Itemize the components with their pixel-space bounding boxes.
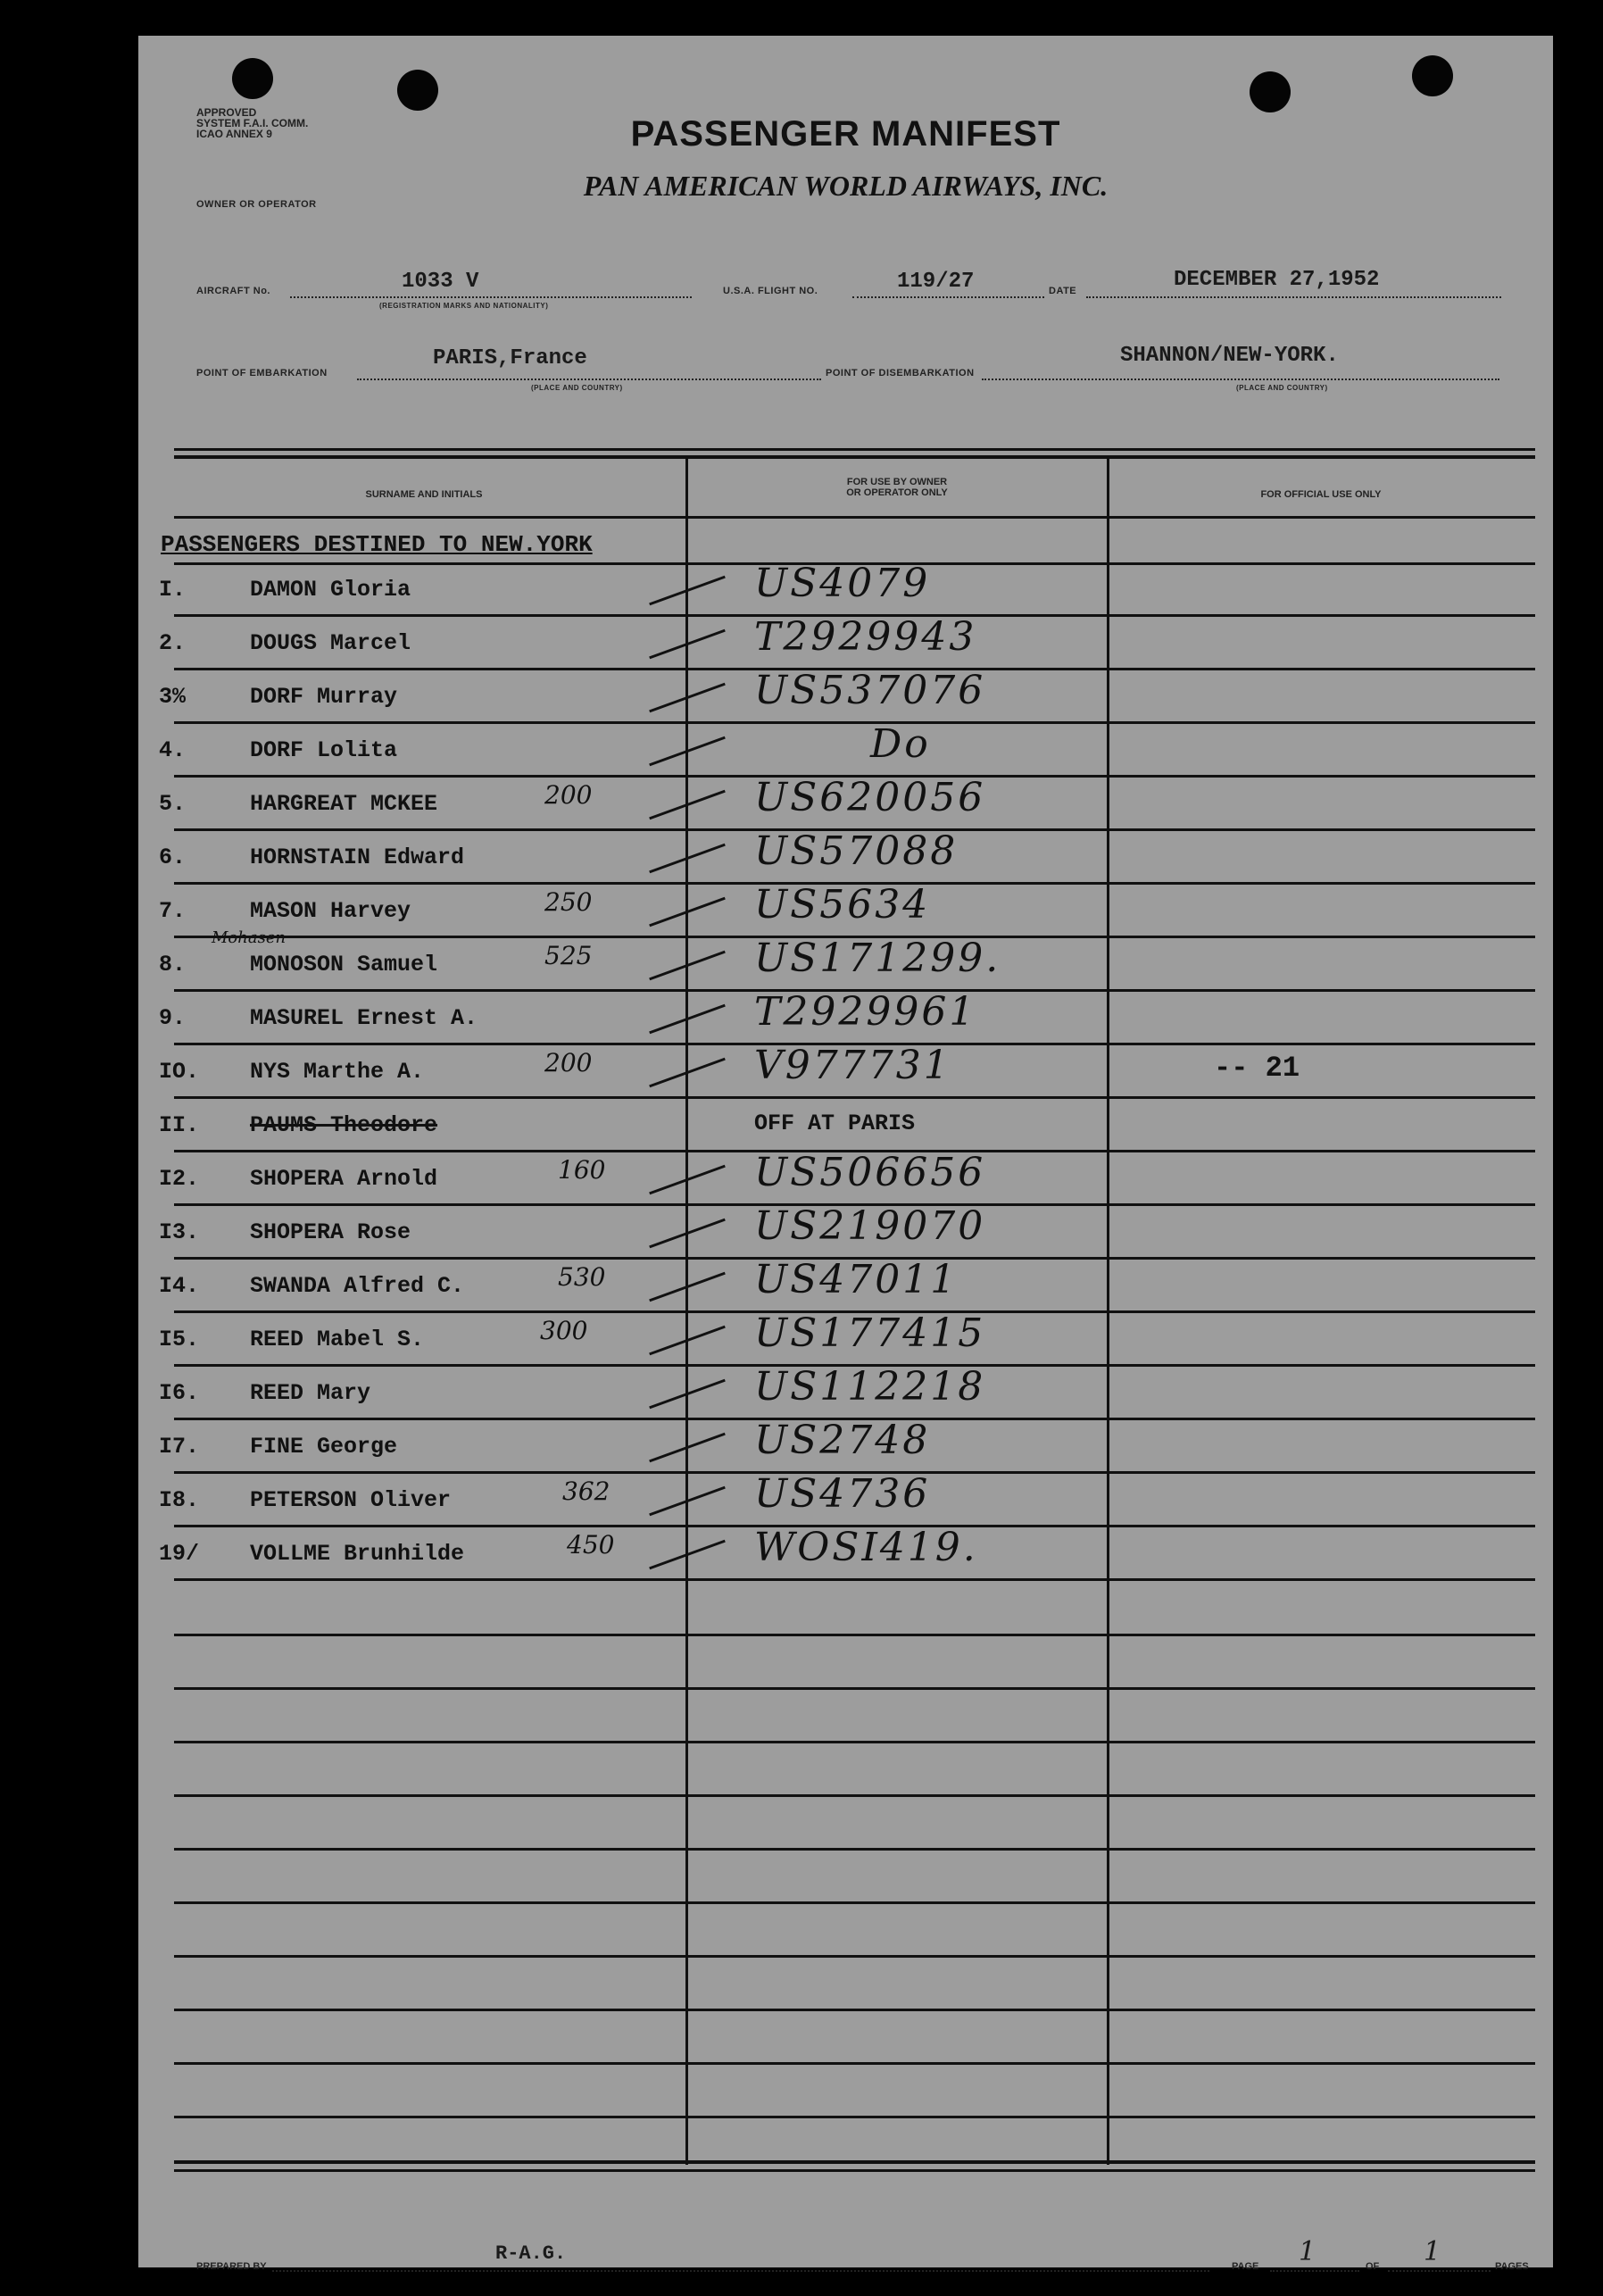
approval-line: ICAO ANNEX 9 xyxy=(196,128,272,140)
official-column-header: FOR OFFICIAL USE ONLY xyxy=(1260,489,1382,500)
official-note: -- 21 xyxy=(1214,1052,1300,1085)
of-label: OF xyxy=(1366,2261,1380,2272)
passenger-row xyxy=(138,561,1553,621)
punch-hole xyxy=(1412,55,1453,96)
row-number: I6. xyxy=(159,1380,200,1406)
check-mark xyxy=(649,576,726,606)
passenger-row xyxy=(138,1525,1553,1585)
handwritten-weight: 450 xyxy=(567,1530,615,1560)
passenger-name: NYS Marthe A. xyxy=(250,1059,425,1085)
blank-row-rule xyxy=(174,2009,1535,2011)
handwritten-weight: 160 xyxy=(558,1155,606,1185)
prepared-by-label: PREPARED BY xyxy=(196,2261,267,2272)
passenger-row xyxy=(138,1103,1553,1157)
blank-row-rule xyxy=(174,1901,1535,1904)
punch-hole xyxy=(397,70,438,111)
check-mark xyxy=(649,1058,726,1088)
passenger-row xyxy=(138,1150,1553,1210)
passenger-name: REED Mary xyxy=(250,1380,371,1406)
passenger-name: SWANDA Alfred C. xyxy=(250,1273,465,1299)
blank-row-rule xyxy=(174,1955,1535,1958)
passenger-name: SHOPERA Rose xyxy=(250,1219,411,1245)
blank-row-rule xyxy=(174,2062,1535,2065)
embarkation-label: POINT OF EMBARKATION xyxy=(196,368,328,379)
passenger-name: HORNSTAIN Edward xyxy=(250,844,465,870)
check-mark xyxy=(649,897,726,928)
handwritten-weight: 362 xyxy=(562,1477,610,1506)
row-rule xyxy=(174,721,1535,724)
check-mark xyxy=(649,1165,726,1195)
date-dotline xyxy=(1086,296,1501,298)
passenger-row xyxy=(138,614,1553,675)
status-note: OFF AT PARIS xyxy=(754,1111,916,1136)
check-mark xyxy=(649,683,726,713)
passport-number: US177415 xyxy=(754,1310,986,1356)
check-mark xyxy=(649,951,726,981)
row-number: I4. xyxy=(159,1273,200,1299)
passport-number: US4079 xyxy=(754,561,931,606)
blank-row-rule xyxy=(174,1794,1535,1797)
prepared-by-value: R-A.G. xyxy=(495,2242,567,2265)
passenger-name: DAMON Gloria xyxy=(250,577,411,603)
passenger-name: DOUGS Marcel xyxy=(250,630,411,656)
date-label: DATE xyxy=(1049,286,1077,296)
passenger-name: MASON Harvey xyxy=(250,898,411,924)
passenger-row xyxy=(138,721,1553,782)
page-title: PASSENGER MANIFEST xyxy=(630,114,1061,154)
row-number: I8. xyxy=(159,1487,200,1513)
row-rule xyxy=(174,1578,1535,1581)
check-mark xyxy=(649,1219,726,1249)
passenger-name: REED Mabel S. xyxy=(250,1327,425,1352)
header-rule xyxy=(174,448,1535,451)
flight-label: U.S.A. FLIGHT NO. xyxy=(723,286,818,296)
pages-label: PAGES xyxy=(1495,2261,1529,2272)
owner-column-header xyxy=(710,477,1084,498)
row-number: 2. xyxy=(159,630,187,656)
passport-number: Do xyxy=(870,721,931,767)
passenger-row xyxy=(138,1364,1553,1425)
row-number: 6. xyxy=(159,844,187,870)
row-number: I2. xyxy=(159,1166,200,1192)
passport-number: T2929943 xyxy=(754,614,977,660)
footer-rule xyxy=(174,2169,1535,2172)
passenger-name: MONOSON Samuel xyxy=(250,952,438,977)
handwritten-weight: 525 xyxy=(544,941,593,970)
passport-number: US537076 xyxy=(754,668,986,713)
passenger-row xyxy=(138,1203,1553,1264)
passport-number: US620056 xyxy=(754,775,986,820)
blank-row-rule xyxy=(174,1634,1535,1636)
passenger-name: FINE George xyxy=(250,1434,398,1460)
check-mark xyxy=(649,1540,726,1570)
section-title: PASSENGERS DESTINED TO NEW.YORK xyxy=(161,531,593,558)
flight-number: 119/27 xyxy=(897,270,975,294)
passenger-name: SHOPERA Arnold xyxy=(250,1166,438,1192)
owner-label: OWNER OR OPERATOR xyxy=(196,199,317,210)
blank-row-rule xyxy=(174,2116,1535,2118)
aircraft-sublabel: (REGISTRATION MARKS AND NATIONALITY) xyxy=(379,302,549,310)
handwritten-weight: 200 xyxy=(544,780,593,810)
approval-line: SYSTEM F.A.I. COMM. xyxy=(196,117,309,129)
passenger-name: DORF Lolita xyxy=(250,737,398,763)
row-number: I3. xyxy=(159,1219,200,1245)
row-number: 8. xyxy=(159,952,187,977)
flight-date: DECEMBER 27,1952 xyxy=(1174,268,1380,292)
passenger-row xyxy=(138,668,1553,728)
of-dotline xyxy=(1388,2270,1491,2272)
column-header-rule xyxy=(174,516,1535,519)
passport-number: US2748 xyxy=(754,1418,931,1463)
owner-header-line: OR OPERATOR ONLY xyxy=(846,487,948,498)
passenger-row xyxy=(138,928,1553,996)
passport-number: WOSI419. xyxy=(754,1525,978,1570)
passenger-row xyxy=(138,775,1553,836)
passport-number: US506656 xyxy=(754,1150,986,1195)
total-pages: 1 xyxy=(1424,2236,1441,2267)
surname-column-header: SURNAME AND INITIALS xyxy=(365,489,483,500)
check-mark xyxy=(649,1433,726,1463)
airline-name: PAN AMERICAN WORLD AIRWAYS, INC. xyxy=(583,170,1109,202)
passenger-name: MASUREL Ernest A. xyxy=(250,1005,478,1031)
embarkation-value: PARIS,France xyxy=(433,346,587,370)
handwritten-weight: 300 xyxy=(540,1316,588,1345)
punch-hole xyxy=(232,58,273,99)
passport-number: US5634 xyxy=(754,882,931,928)
passport-number: US47011 xyxy=(754,1257,959,1302)
check-mark xyxy=(649,736,726,767)
row-number: I. xyxy=(159,577,187,603)
owner-header-line: FOR USE BY OWNER xyxy=(846,477,948,487)
page-number: 1 xyxy=(1299,2236,1316,2267)
passenger-row xyxy=(138,989,1553,1050)
row-number: 4. xyxy=(159,737,187,763)
handwritten-correction: Mohasen xyxy=(212,928,287,947)
passport-number: US112218 xyxy=(754,1364,986,1410)
passenger-name: PETERSON Oliver xyxy=(250,1487,452,1513)
passport-number: US4736 xyxy=(754,1471,931,1517)
page-label: PAGE xyxy=(1232,2261,1259,2272)
check-mark xyxy=(649,1326,726,1356)
blank-row-rule xyxy=(174,1741,1535,1743)
check-mark xyxy=(649,790,726,820)
passenger-name: PAUMS Theodore xyxy=(250,1112,438,1138)
handwritten-weight: 530 xyxy=(558,1262,606,1292)
aircraft-dotline xyxy=(290,296,692,298)
row-number: 3% xyxy=(159,684,187,710)
passenger-row xyxy=(138,1043,1553,1103)
aircraft-label: AIRCRAFT No. xyxy=(196,286,270,296)
check-mark xyxy=(649,629,726,660)
approval-line: APPROVED xyxy=(196,106,257,119)
blank-row-rule xyxy=(174,1687,1535,1690)
passport-number: T2929961 xyxy=(754,989,977,1035)
passenger-row xyxy=(138,1471,1553,1532)
page-dotline xyxy=(1270,2270,1359,2272)
handwritten-weight: 200 xyxy=(544,1048,593,1077)
check-mark xyxy=(649,1379,726,1410)
row-number: IO. xyxy=(159,1059,200,1085)
row-number: I7. xyxy=(159,1434,200,1460)
passenger-row xyxy=(138,1418,1553,1478)
check-mark xyxy=(649,1004,726,1035)
blank-row-rule xyxy=(174,1848,1535,1851)
check-mark xyxy=(649,1272,726,1302)
disembarkation-value: SHANNON/NEW-YORK. xyxy=(1120,344,1339,368)
footer-rule xyxy=(174,2160,1535,2164)
row-number: 19/ xyxy=(159,1541,200,1567)
row-number: I5. xyxy=(159,1327,200,1352)
passenger-row xyxy=(138,882,1553,943)
passenger-name: HARGREAT MCKEE xyxy=(250,791,438,817)
aircraft-value: 1033 V xyxy=(402,270,479,294)
passport-number: V977731 xyxy=(754,1043,951,1088)
manifest-sheet xyxy=(138,36,1553,2272)
row-number: II. xyxy=(159,1112,200,1138)
disembarkation-dotline xyxy=(982,379,1499,380)
prepared-by-dotline xyxy=(272,2270,1209,2272)
passenger-row xyxy=(138,828,1553,889)
punch-hole xyxy=(1250,71,1291,112)
passport-number: US219070 xyxy=(754,1203,986,1249)
header-rule xyxy=(174,455,1535,459)
disembarkation-label: POINT OF DISEMBARKATION xyxy=(826,368,975,379)
flight-dotline xyxy=(852,296,1044,298)
passport-number: US171299. xyxy=(754,936,1001,981)
check-mark xyxy=(649,1486,726,1517)
passenger-name: VOLLME Brunhilde xyxy=(250,1541,465,1567)
passenger-row xyxy=(138,1310,1553,1371)
row-rule xyxy=(174,1096,1535,1099)
check-mark xyxy=(649,844,726,874)
passenger-row xyxy=(138,1257,1553,1318)
passport-number: US57088 xyxy=(754,828,959,874)
row-number: 7. xyxy=(159,898,187,924)
handwritten-weight: 250 xyxy=(544,887,593,917)
embarkation-dotline xyxy=(357,379,821,380)
passenger-name: DORF Murray xyxy=(250,684,398,710)
embarkation-sublabel: (PLACE AND COUNTRY) xyxy=(531,384,623,392)
disembarkation-sublabel: (PLACE AND COUNTRY) xyxy=(1236,384,1328,392)
row-number: 5. xyxy=(159,791,187,817)
row-number: 9. xyxy=(159,1005,187,1031)
